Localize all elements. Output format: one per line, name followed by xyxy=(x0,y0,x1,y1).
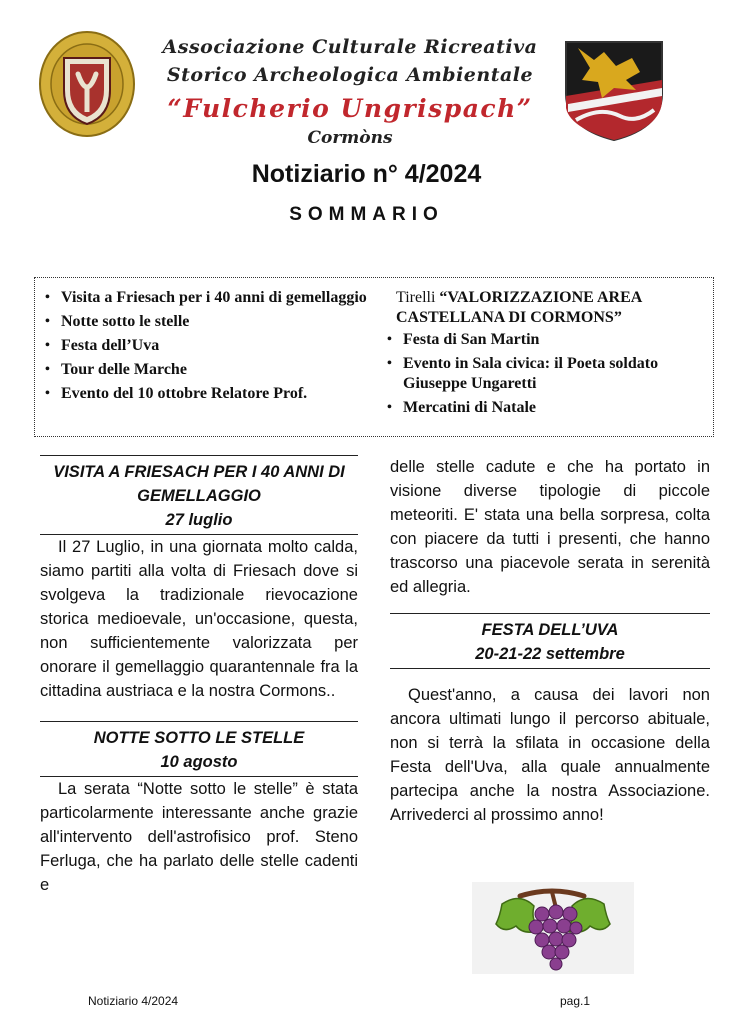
article-body-notte-continued: delle stelle cadute e che ha portato in visione diverse tipologie di piccole meteoriti. E' stata una bella sorpresa, colta con piacere da tutti i presenti, che hanno trascorso una piacevole serata in serenità ed allegria. xyxy=(390,458,710,596)
article-date: 10 agosto xyxy=(160,753,238,771)
summary-item: • Notte sotto le stelle xyxy=(43,312,373,332)
org-town: Cormòns xyxy=(307,128,393,148)
article-heading-uva xyxy=(390,613,710,669)
summary-column-right xyxy=(385,288,705,422)
page-header xyxy=(0,0,733,240)
summary-item: • Festa di San Martin xyxy=(385,330,705,350)
footer-page-number: pag.1 xyxy=(560,994,591,1008)
summary-column-left xyxy=(43,288,373,408)
summary-box xyxy=(34,277,714,437)
summary-item: • Visita a Friesach per i 40 anni di gemellaggio xyxy=(43,288,373,308)
article-body-friesach: Il 27 Luglio, in una giornata molto calda, siamo partiti alla volta di Friesach dove si svolgeva la tradizionale rievocazione storica medioevale, un'occasione, questa, non sufficientemente valorizzata per onorare il gemellaggio quarantennale fra la cittadina austriaca e la nostra Cormons.. xyxy=(40,538,358,700)
summary-item: • Festa dell’Uva xyxy=(43,336,373,356)
article-title: FESTA DELL’UVA xyxy=(481,621,619,639)
summary-item: • Mercatini di Natale xyxy=(385,398,705,418)
article-date: 20-21-22 settembre xyxy=(475,645,625,663)
association-seal-logo xyxy=(38,30,136,138)
summary-item-continuation xyxy=(385,288,705,328)
issue-title: Notiziario n° 4/2024 xyxy=(251,160,482,188)
org-name-line-1: Associazione Culturale Ricreativa xyxy=(162,36,538,58)
article-heading-notte xyxy=(40,721,358,777)
article-column-right xyxy=(390,455,710,827)
article-body-notte: La serata “Notte sotto le stelle” è stata particolarmente interessante anche grazie all'intervento dell'astrofisico prof. Steno Ferluga, che ha parlato delle stelle cadenti e xyxy=(40,780,358,894)
article-date: 27 luglio xyxy=(165,511,233,529)
summary-heading: SOMMARIO xyxy=(289,204,444,225)
summary-continuation-title: “VALORIZZAZIONE AREA CASTELLANA DI CORMONS” xyxy=(396,289,642,326)
summary-item: • Evento del 10 ottobre Relatore Prof. xyxy=(43,384,373,404)
org-name-line-2: Storico Archeologica Ambientale xyxy=(166,64,534,86)
summary-item: • Tour delle Marche xyxy=(43,360,373,380)
org-name-line-3: “Fulcherio Ungrispach” xyxy=(167,94,533,123)
article-body-uva: Quest'anno, a causa dei lavori non ancora ultimati lungo il percorso abituale, non si terrà la sfilata in occasione della Festa dell'Uva, alla quale annualmente partecipa anche la nostra Associazione. Arrivederci al prossimo anno! xyxy=(390,686,710,824)
summary-continuation-name: Tirelli xyxy=(396,289,440,306)
footer-issue: Notiziario 4/2024 xyxy=(88,994,179,1008)
coat-of-arms-logo xyxy=(560,36,668,144)
article-title: NOTTE SOTTO LE STELLE xyxy=(93,729,305,747)
article-title: VISITA A FRIESACH PER I 40 ANNI DI GEMELLAGGIO xyxy=(53,463,345,505)
article-column-left xyxy=(40,455,358,897)
grapes-illustration xyxy=(472,882,634,974)
summary-item: • Evento in Sala civica: il Poeta soldato Giuseppe Ungaretti xyxy=(385,354,705,394)
article-heading-friesach xyxy=(40,455,358,535)
